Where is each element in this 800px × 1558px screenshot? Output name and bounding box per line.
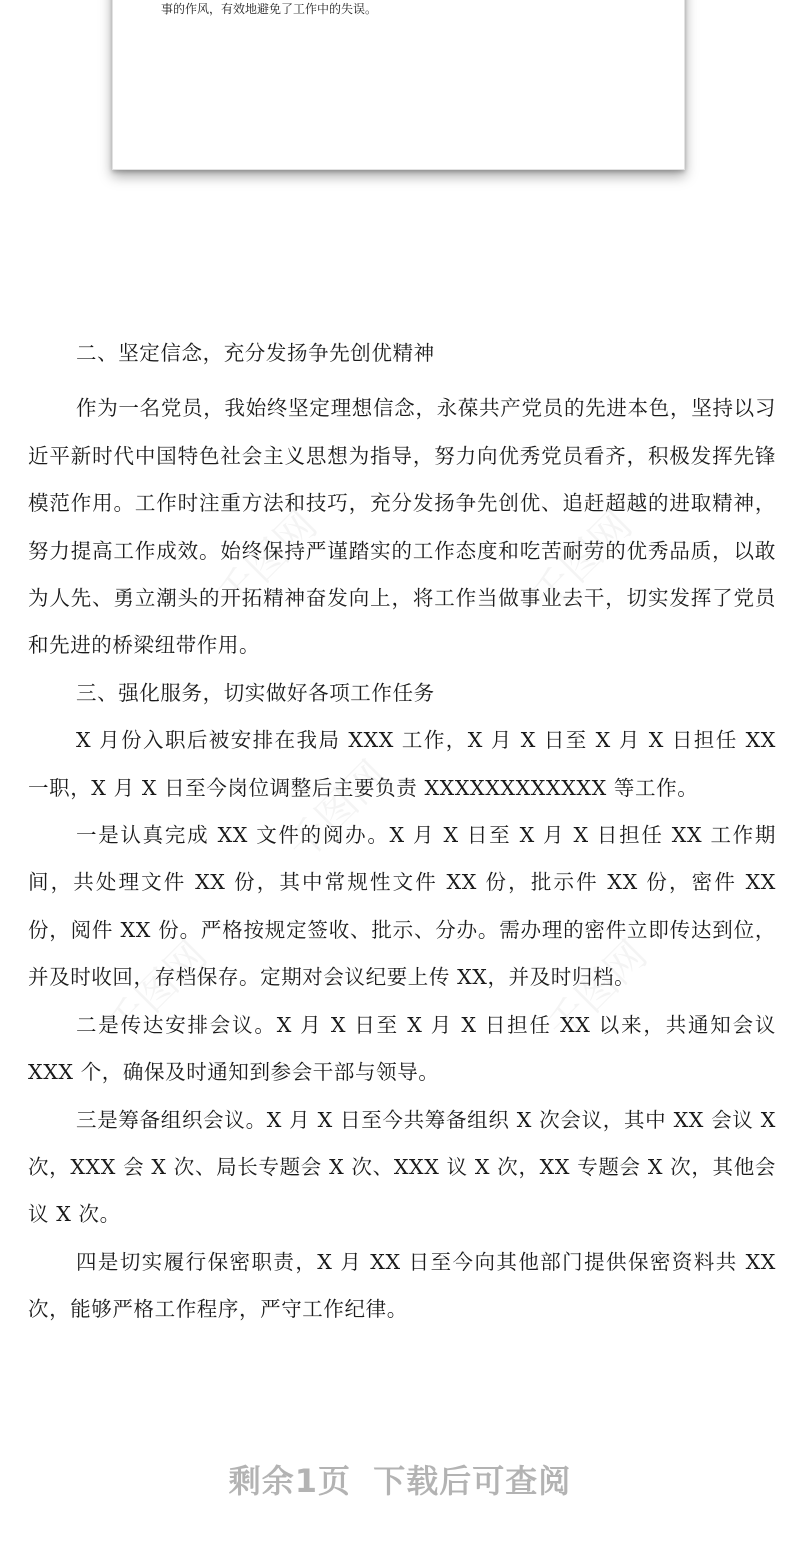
section-2-paragraph: 作为一名党员，我始终坚定理想信念，永葆共产党员的先进本色，坚持以习近平新时代中国特色社会主义思想为指导，努力向优秀党员看齐，积极发挥先锋模范作用。工作时注重方法和技巧，充分发扬争先创优、追赶超越的进取精神，努力提高工作成效。始终保持严谨踏实的工作态度和吃苦耐劳的优秀品质，以敢为人先、勇立潮头的开拓精神奋发向上，将工作当做事业去干，切实发挥了党员和先进的桥梁纽带作用。 (28, 396, 776, 658)
download-prompt[interactable]: 剩余1页 下载后可查阅 (228, 1462, 572, 1500)
work-item-1: 一是认真完成 XX 文件的阅办。X 月 X 日至 X 月 X 日担任 XX 工作期间，共处理文件 XX 份，其中常规性文件 XX 份，批示件 XX 份，密件 XX 份，阅件 XX 份。严格按规定签收、批示、分办。需办理的密件立即传达到位，并及时收回，存档保存。定期对会议纪要上传 XX，并及时归档。 (28, 823, 776, 990)
watermark: 千图网 (208, 502, 327, 620)
watermark: 千图网 (538, 932, 657, 1050)
work-item-4: 四是切实履行保密职责，X 月 XX 日至今向其他部门提供保密资料共 XX 次，能够严格工作程序，严守工作纪律。 (28, 1249, 776, 1322)
work-item-3: 三是筹备组织会议。X 月 X 日至今共筹备组织 X 次会议，其中 XX 会议 X 次，XXX 会 X 次、局长专题会 X 次、XXX 议 X 次，XX 专题会 X 次，其他会议 X 次。 (28, 1107, 776, 1227)
section-2-heading: 二、坚定信念，充分发扬争先创优精神 (76, 341, 435, 365)
previous-page-text: 事的作风，有效地避免了工作中的失误。 (161, 2, 378, 16)
section-3-heading: 三、强化服务，切实做好各项工作任务 (76, 680, 435, 705)
previous-page-preview (112, 0, 685, 170)
watermark: 千图网 (523, 502, 642, 620)
watermark: 千图网 (278, 752, 397, 870)
document-body (28, 330, 776, 1334)
section-3-intro: X 月份入职后被安排在我局 XXX 工作，X 月 X 日至 X 月 X 日担任 XX 一职，X 月 X 日至今岗位调整后主要负责 XXXXXXXXXXXX 等工作。 (28, 728, 776, 800)
watermark: 千图网 (98, 932, 217, 1050)
work-item-2: 二是传达安排会议。X 月 X 日至 X 月 X 日担任 XX 以来，共通知会议 XXX 个，确保及时通知到参会干部与领导。 (28, 1012, 776, 1085)
